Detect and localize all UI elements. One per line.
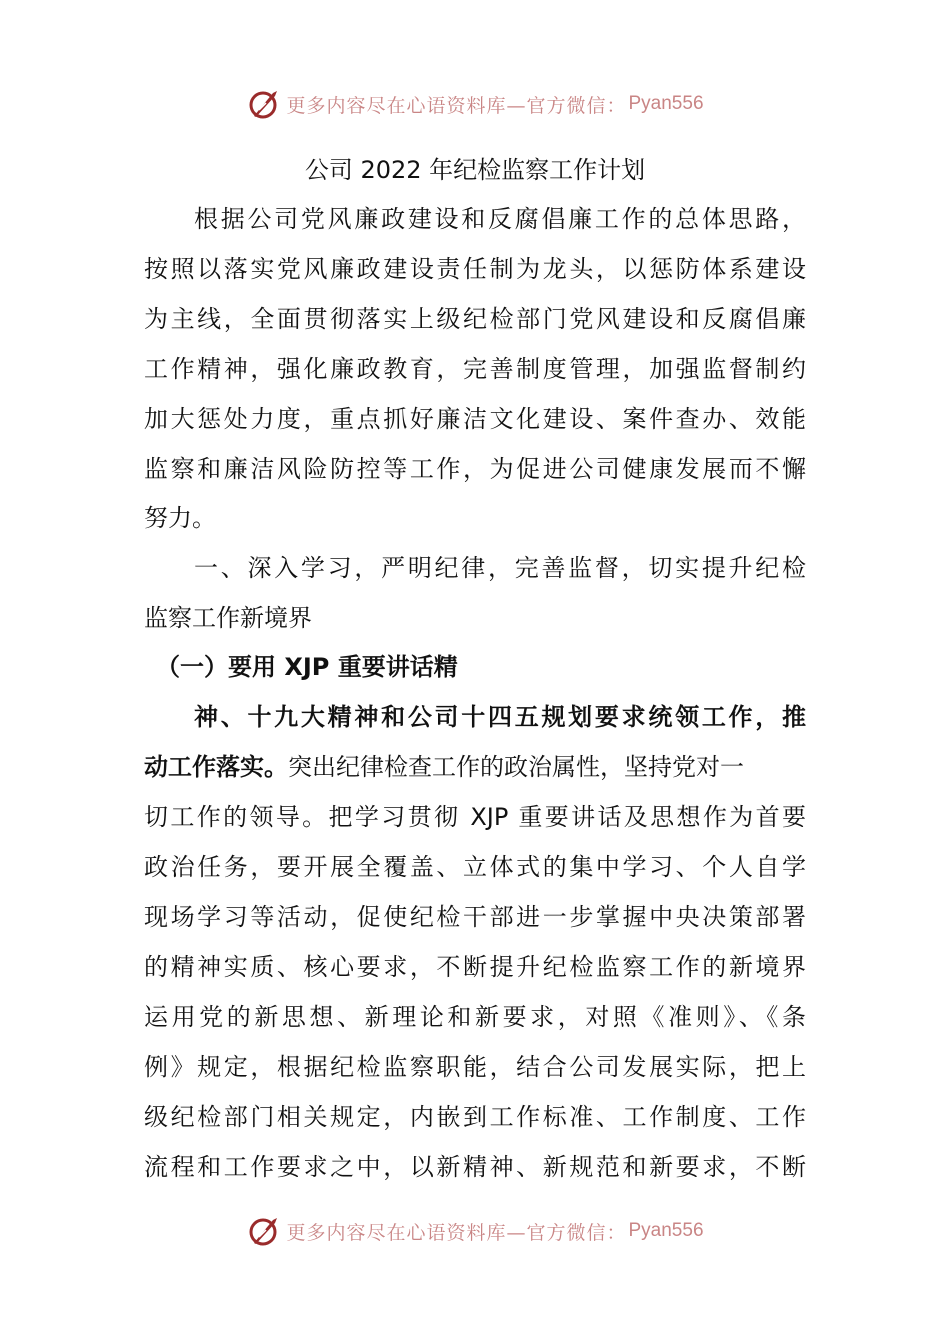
quill-logo-icon [246,86,282,122]
subsection-1-line-9: 级纪检部门相关规定，内嵌到工作标准、工作制度、工作 [144,1103,806,1131]
subsection-1-line-2-text: 突出纪律检查工作的政治属性，坚持党对一 [288,753,744,781]
header-watermark-banner [0,82,950,126]
subsection-1-line-6: 的精神实质、核心要求，不断提升纪检监察工作的新境界 [144,953,806,981]
subsection-1-line-8: 例》规定，根据纪检监察职能，结合公司发展实际，把上 [144,1053,806,1081]
watermark-slogan: 更多内容尽在心语资料库—官方微信： [286,1221,627,1244]
section-1-heading-line-2: 监察工作新境界 [144,604,312,632]
watermark-wechat-id: Pyan556 [628,93,704,114]
subsection-1-line-7: 运用党的新思想、新理论和新要求，对照《准则》、《条 [144,1003,806,1031]
subsection-1-bold-end: 动工作落实。 [144,753,288,781]
subsection-1-line-5: 现场学习等活动，促使纪检干部进一步掌握中央决策部署 [144,903,806,931]
intro-line-2: 按照以落实党风廉政建设责任制为龙头，以惩防体系建设 [144,255,806,283]
intro-line-6: 监察和廉洁风险防控等工作，为促进公司健康发展而不懈 [144,455,806,483]
subsection-1-line-2 [144,747,806,787]
document-title: 公司 2022 年纪检监察工作计划 [304,156,646,184]
intro-line-3: 为主线，全面贯彻落实上级纪检部门党风建设和反腐倡廉 [144,305,806,333]
subsection-1-heading: （一）要用 XJP 重要讲话精 [156,653,458,681]
subsection-1-bold-line-1: 神、十九大精神和公司十四五规划要求统领工作，推 [194,703,806,731]
intro-line-7: 努力。 [144,504,216,532]
intro-line-5: 加大惩处力度，重点抓好廉洁文化建设、案件查办、效能 [144,405,806,433]
quill-logo-icon [246,1213,282,1249]
intro-line-4: 工作精神，强化廉政教育，完善制度管理，加强监督制约 [144,355,806,383]
watermark-wechat-id: Pyan556 [628,1220,704,1241]
subsection-1-line-4: 政治任务，要开展全覆盖、立体式的集中学习、个人自学 [144,853,806,881]
footer-watermark-banner [0,1209,950,1253]
subsection-1-line-3: 切工作的领导。把学习贯彻 XJP 重要讲话及思想作为首要 [144,803,806,831]
watermark-slogan: 更多内容尽在心语资料库—官方微信： [286,94,627,117]
intro-line-1: 根据公司党风廉政建设和反腐倡廉工作的总体思路， [194,205,806,233]
subsection-1-line-10: 流程和工作要求之中，以新精神、新规范和新要求，不断 [144,1153,806,1181]
section-1-heading-line-1: 一、深入学习，严明纪律，完善监督，切实提升纪检 [194,554,806,582]
